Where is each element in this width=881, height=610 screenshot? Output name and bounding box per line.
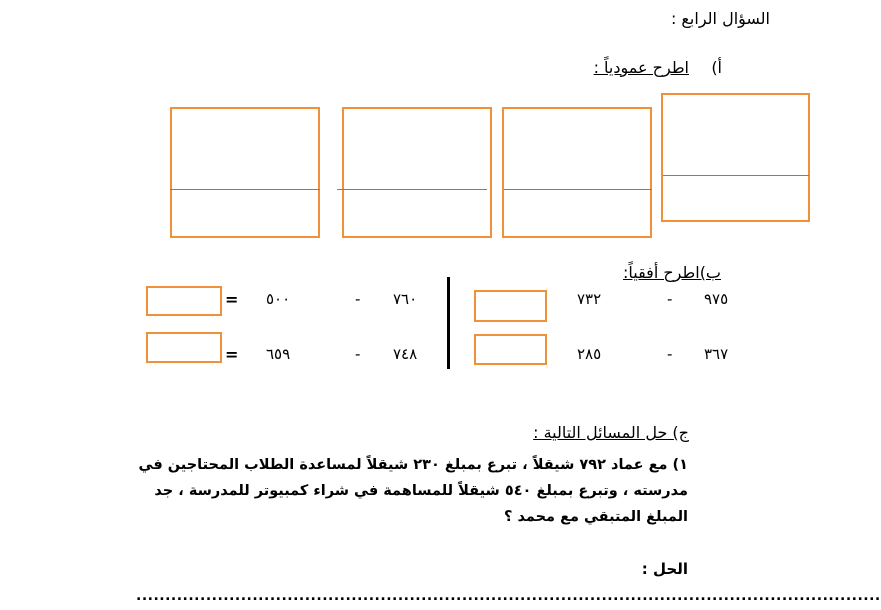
answer-line bbox=[170, 189, 320, 190]
answer-box[interactable] bbox=[146, 286, 222, 316]
minuend: ٩٧٥ bbox=[704, 290, 729, 308]
answer-box[interactable] bbox=[146, 332, 222, 363]
problem-line: ١) مع عماد ٧٩٢ شيقلاً ، تبرع بمبلغ ٢٣٠ شيقلاً لمساعدة الطلاب المحتاجين في bbox=[138, 457, 688, 473]
problem-line: المبلغ المتبقي مع محمد ؟ bbox=[504, 509, 688, 525]
solution-label: الحل : bbox=[641, 560, 688, 578]
minus-sign: - bbox=[667, 345, 673, 363]
part-b-label: ب)اطرح أفقياً: bbox=[622, 263, 721, 282]
answer-box[interactable] bbox=[474, 290, 547, 322]
equals-sign: = bbox=[225, 345, 239, 364]
column-divider bbox=[447, 277, 450, 369]
answer-line bbox=[337, 189, 487, 190]
subtrahend: ٧٣٢ bbox=[577, 290, 602, 308]
minus-sign: - bbox=[355, 345, 361, 363]
subtrahend: ٦٥٩ bbox=[266, 345, 291, 363]
answer-line bbox=[504, 189, 652, 190]
minuend: ٣٦٧ bbox=[704, 345, 729, 363]
answer-line bbox=[663, 175, 809, 176]
part-a-letter: أ) bbox=[711, 58, 722, 77]
minus-sign: - bbox=[667, 290, 673, 308]
equals-sign: = bbox=[225, 290, 239, 309]
answer-dotted-line[interactable]: ................................................................................................................................ bbox=[136, 588, 881, 604]
word-problem bbox=[138, 452, 688, 530]
vertical-subtraction-box-2[interactable] bbox=[502, 107, 652, 238]
part-c-label: ج) حل المسائل التالية : bbox=[533, 423, 689, 442]
problem-line: مدرسته ، وتبرع بمبلغ ٥٤٠ شيقلاً للمساهمة في شراء كمبيوتر للمدرسة ، جد bbox=[154, 483, 688, 499]
subtrahend: ٥٠٠ bbox=[266, 290, 291, 308]
minuend: ٧٤٨ bbox=[393, 345, 418, 363]
vertical-subtraction-box-3[interactable] bbox=[342, 107, 492, 238]
part-a-label: اطرح عمودياً : bbox=[593, 58, 689, 77]
minus-sign: - bbox=[355, 290, 361, 308]
subtrahend: ٢٨٥ bbox=[577, 345, 602, 363]
vertical-subtraction-box-1[interactable] bbox=[661, 93, 810, 222]
minuend: ٧٦٠ bbox=[393, 290, 418, 308]
vertical-subtraction-box-4[interactable] bbox=[170, 107, 320, 238]
answer-box[interactable] bbox=[474, 334, 547, 365]
question-title: السؤال الرابع : bbox=[670, 9, 770, 28]
